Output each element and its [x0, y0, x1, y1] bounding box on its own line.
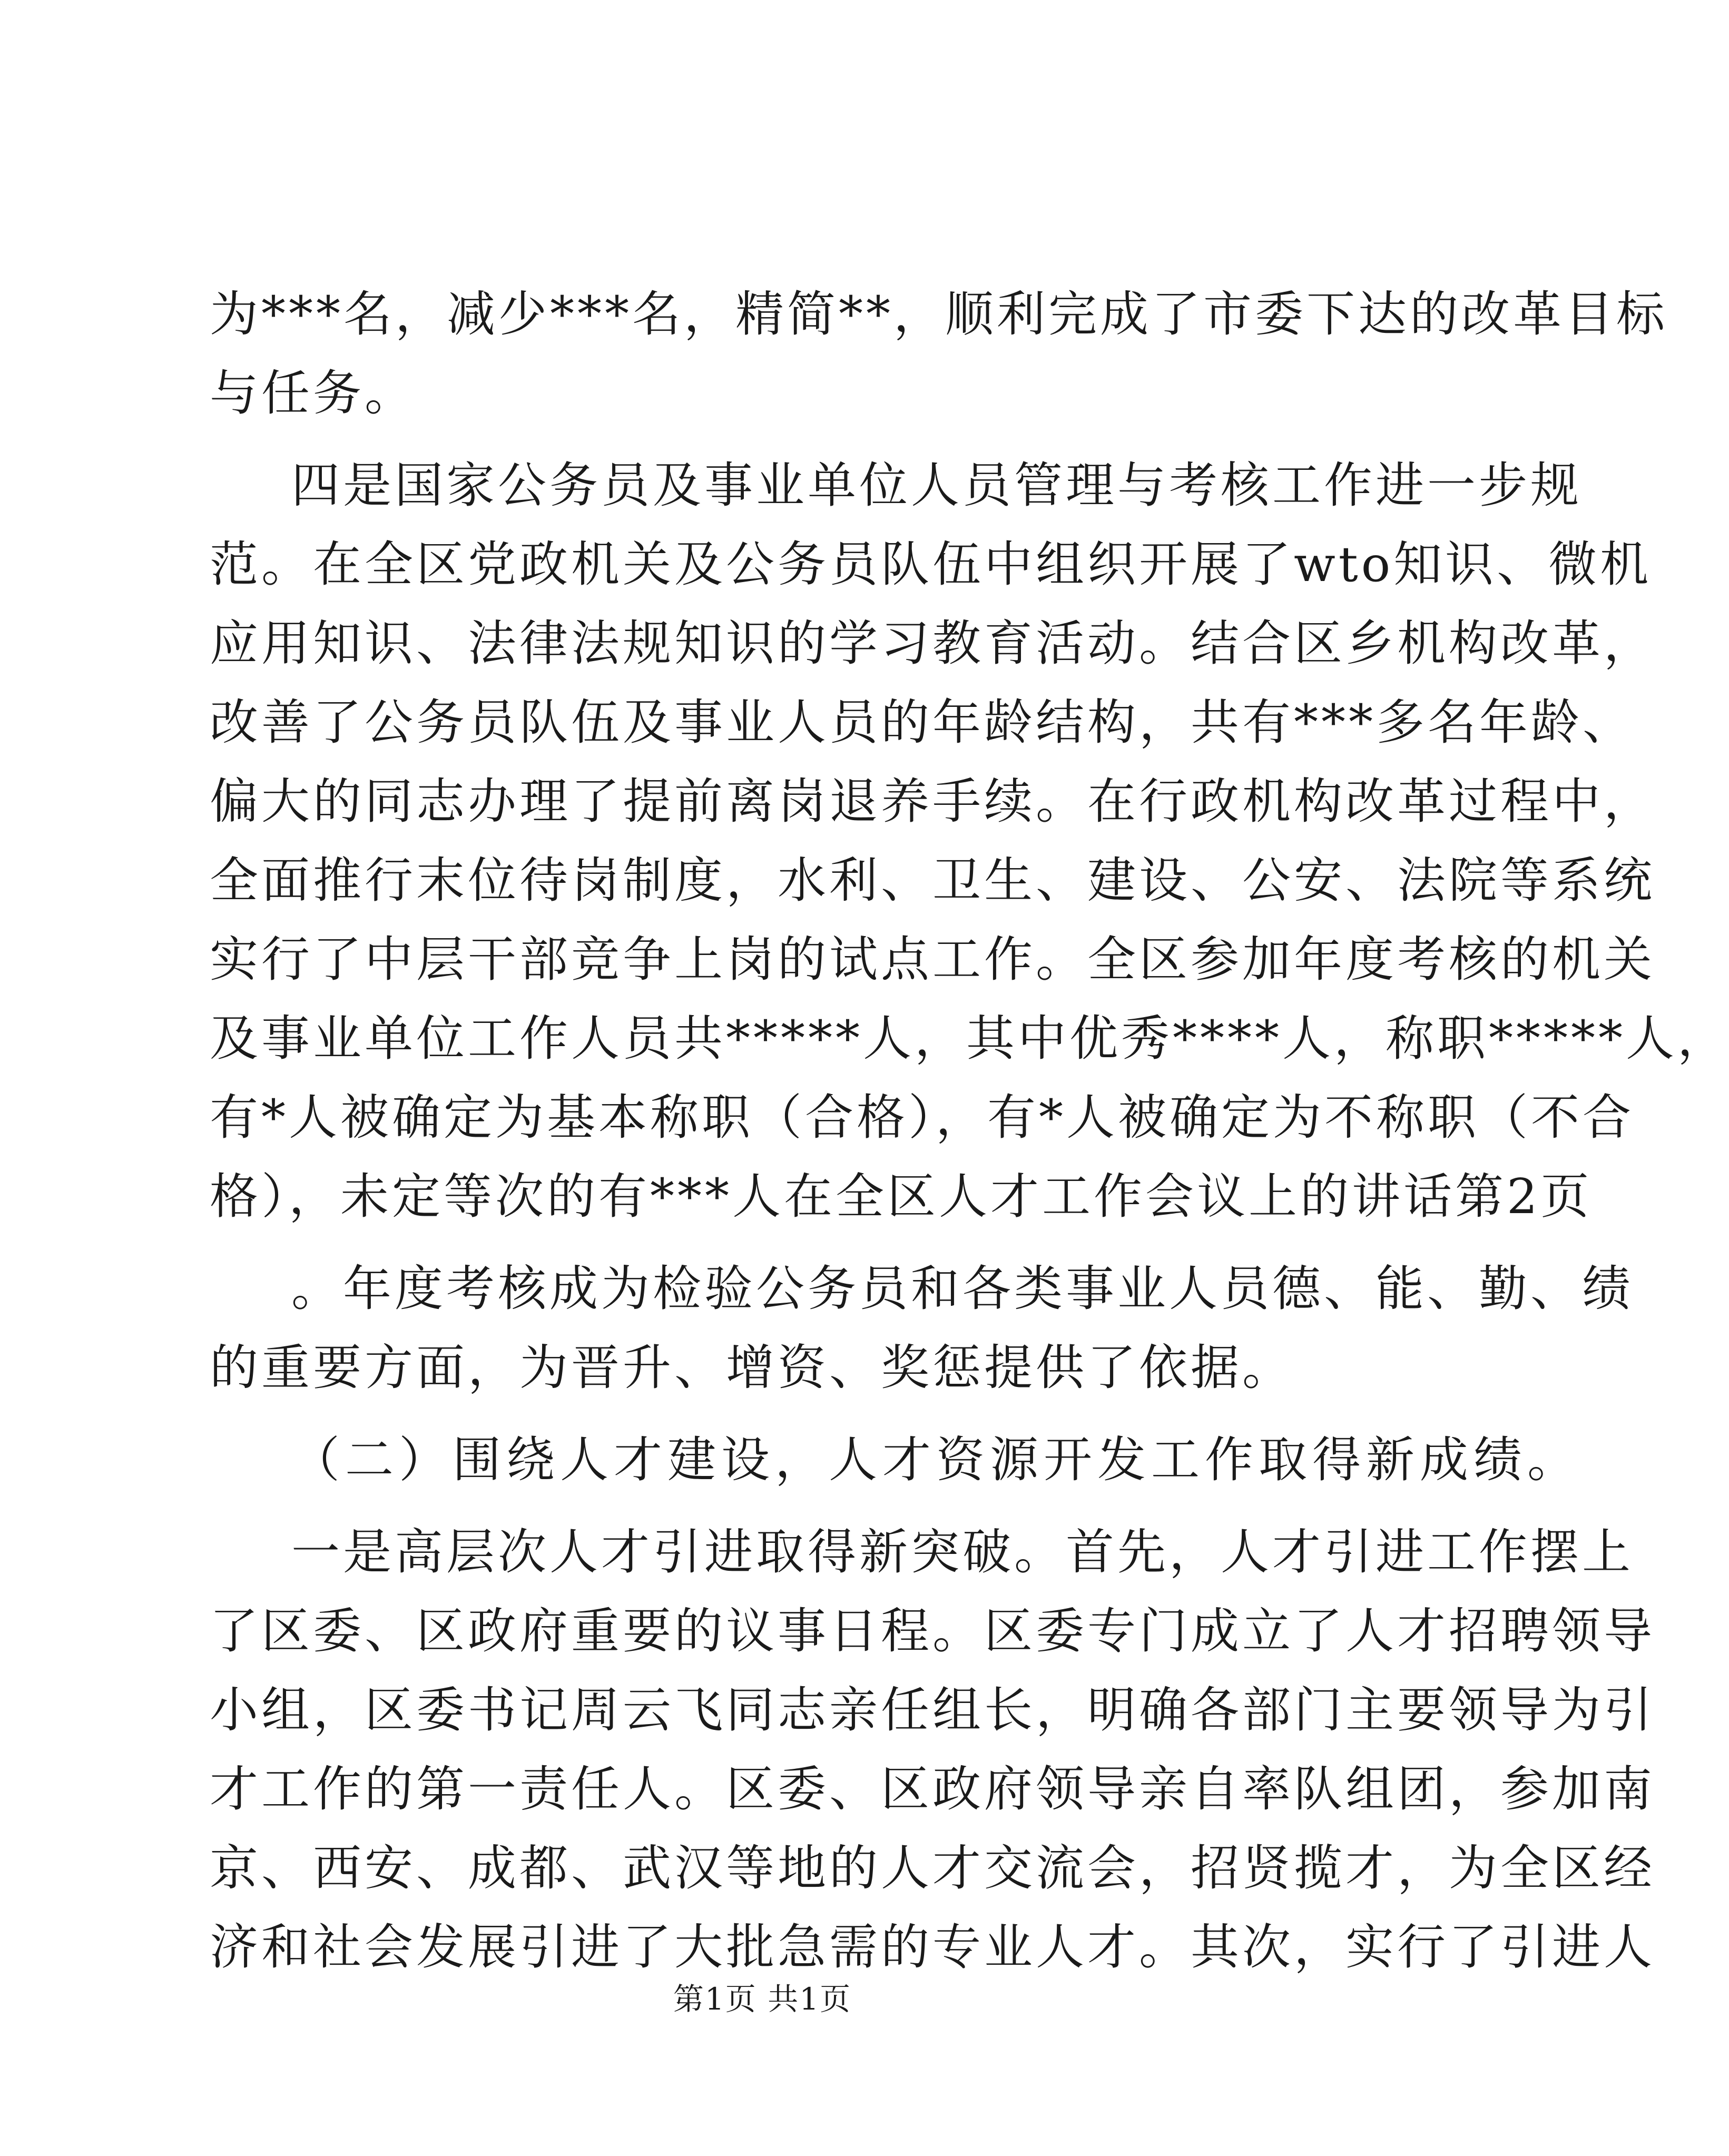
paragraph-line-14: 的重要方面，为晋升、增资、奖惩提供了依据。	[210, 1340, 1294, 1396]
paragraph-line-2: 与任务。	[210, 365, 417, 421]
paragraph-line-19: 才工作的第一责任人。区委、区政府领导亲自率队组团，参加南	[210, 1761, 1656, 1817]
paragraph-line-13: 。年度考核成为检验公务员和各类事业人员德、能、勤、绩	[291, 1261, 1634, 1317]
page-footer: 第1页 共1页	[673, 1981, 852, 2017]
paragraph-line-18: 小组，区委书记周云飞同志亲任组长，明确各部门主要领导为引	[210, 1682, 1656, 1738]
paragraph-line-5: 应用知识、法律法规知识的学习教育活动。结合区乡机构改革，	[210, 615, 1656, 672]
paragraph-line-7: 偏大的同志办理了提前离岗退养手续。在行政机构改革过程中，	[210, 773, 1656, 830]
paragraph-line-12: 格），未定等次的有***人在全区人才工作会议上的讲话第2页	[210, 1168, 1593, 1225]
paragraph-line-6: 改善了公务员队伍及事业人员的年龄结构，共有***多名年龄、	[210, 694, 1635, 751]
paragraph-line-3: 四是国家公务员及事业单位人员管理与考核工作进一步规	[291, 457, 1583, 514]
paragraph-line-9: 实行了中层干部竞争上岗的试点工作。全区参加年度考核的机关	[210, 931, 1656, 988]
paragraph-line-17: 了区委、区政府重要的议事日程。区委专门成立了人才招聘领导	[210, 1603, 1656, 1659]
section-heading: （二）围绕人才建设，人才资源开发工作取得新成绩。	[291, 1432, 1581, 1488]
paragraph-line-11: 有*人被确定为基本称职（合格），有*人被确定为不称职（不合	[210, 1089, 1635, 1146]
paragraph-line-20: 京、西安、成都、武汉等地的人才交流会，招贤揽才，为全区经	[210, 1840, 1656, 1896]
paragraph-line-16: 一是高层次人才引进取得新突破。首先，人才引进工作摆上	[291, 1524, 1634, 1580]
paragraph-line-1: 为***名，减少***名，精简**，顺利完成了市委下达的改革目标	[210, 286, 1668, 342]
paragraph-line-8: 全面推行末位待岗制度，水利、卫生、建设、公安、法院等系统	[210, 852, 1656, 909]
paragraph-line-4: 范。在全区党政机关及公务员队伍中组织开展了wto知识、微机	[210, 536, 1652, 593]
paragraph-line-21: 济和社会发展引进了大批急需的专业人才。其次，实行了引进人	[210, 1919, 1656, 1975]
paragraph-line-10: 及事业单位工作人员共*****人，其中优秀****人，称职*****人，	[210, 1010, 1729, 1067]
